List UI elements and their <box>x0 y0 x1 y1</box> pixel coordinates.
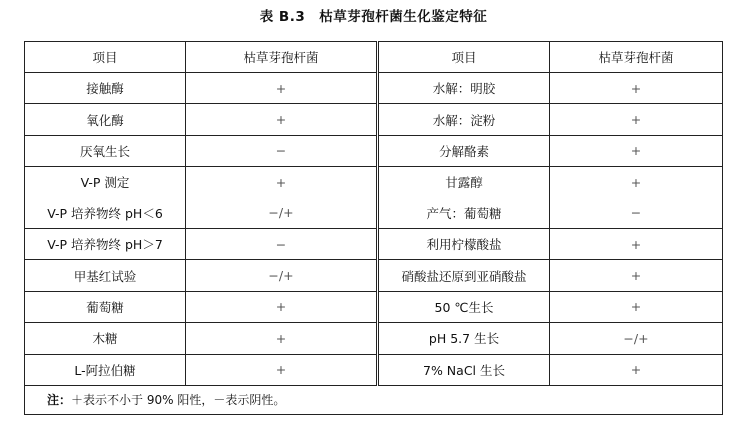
table-row <box>25 260 723 291</box>
item-cell: 硝酸盐还原到亚硝酸盐 <box>378 260 550 291</box>
item-cell: L-阿拉伯糖 <box>25 354 186 385</box>
table-row <box>25 291 723 322</box>
result-cell: − <box>186 135 378 166</box>
item-cell: 50 ℃生长 <box>378 291 550 322</box>
result-cell: + <box>186 354 378 385</box>
result-cell: + <box>550 135 723 166</box>
item-cell: V-P 测定 <box>25 167 186 198</box>
table-row <box>25 228 723 259</box>
result-cell: − <box>550 198 723 229</box>
result-cell: + <box>186 104 378 135</box>
result-cell: + <box>186 323 378 354</box>
result-cell: + <box>550 167 723 198</box>
table-note-row <box>25 385 723 414</box>
result-cell: −/+ <box>186 260 378 291</box>
result-cell: + <box>550 228 723 259</box>
item-cell: 7% NaCl 生长 <box>378 354 550 385</box>
table-row <box>25 354 723 385</box>
header-item-right: 项目 <box>378 42 550 73</box>
header-item-left: 项目 <box>25 42 186 73</box>
table-row <box>25 135 723 166</box>
header-result-right: 枯草芽孢杆菌 <box>550 42 723 73</box>
note-text: ＋表示不小于 90% 阳性，－表示阴性。 <box>71 393 286 408</box>
item-cell: 甘露醇 <box>378 167 550 198</box>
table-title: 表 B.3 枯草芽孢杆菌生化鉴定特征 <box>259 9 488 25</box>
item-cell: 厌氧生长 <box>25 135 186 166</box>
item-cell: pH 5.7 生长 <box>378 323 550 354</box>
item-cell: 水解：淀粉 <box>378 104 550 135</box>
result-cell: + <box>550 291 723 322</box>
table-row <box>25 323 723 354</box>
result-cell: −/+ <box>550 323 723 354</box>
result-cell: + <box>186 73 378 104</box>
result-cell: + <box>550 73 723 104</box>
item-cell: V-P 培养物终 pH＞7 <box>25 228 186 259</box>
biochemical-table <box>24 41 723 415</box>
header-result-left: 枯草芽孢杆菌 <box>186 42 378 73</box>
note-label: 注： <box>47 393 72 408</box>
result-cell: + <box>186 167 378 198</box>
item-cell: 木糖 <box>25 323 186 354</box>
item-cell: 葡萄糖 <box>25 291 186 322</box>
result-cell: −/+ <box>186 198 378 229</box>
result-cell: + <box>186 291 378 322</box>
item-cell: 接触酶 <box>25 73 186 104</box>
result-cell: + <box>550 260 723 291</box>
item-cell: 利用柠檬酸盐 <box>378 228 550 259</box>
table-row <box>25 73 723 104</box>
result-cell: − <box>186 228 378 259</box>
item-cell: 分解酪素 <box>378 135 550 166</box>
table-row <box>25 167 723 198</box>
item-cell: V-P 培养物终 pH＜6 <box>25 198 186 229</box>
table-header-row <box>25 42 723 73</box>
item-cell: 氧化酶 <box>25 104 186 135</box>
result-cell: + <box>550 104 723 135</box>
item-cell: 水解：明胶 <box>378 73 550 104</box>
result-cell: + <box>550 354 723 385</box>
table-note <box>25 385 723 414</box>
item-cell: 甲基红试验 <box>25 260 186 291</box>
item-cell: 产气：葡萄糖 <box>378 198 550 229</box>
table-row <box>25 198 723 229</box>
table-row <box>25 104 723 135</box>
